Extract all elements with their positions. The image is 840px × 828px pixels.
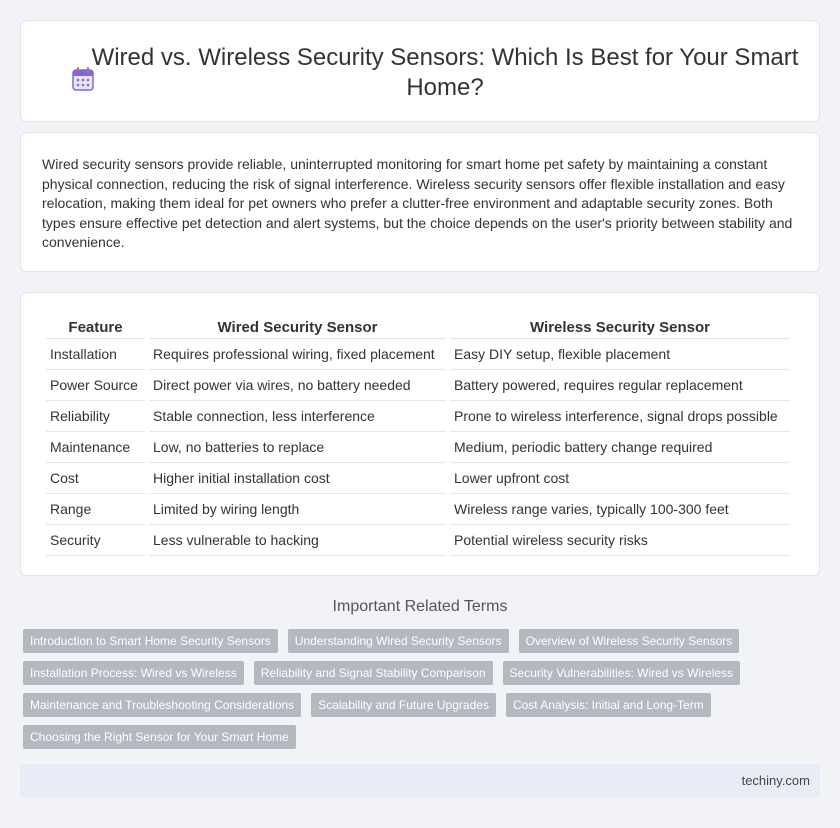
- related-term-tag[interactable]: Overview of Wireless Security Sensors: [519, 629, 740, 653]
- row-feature: Maintenance: [46, 432, 145, 463]
- table-row: [46, 370, 790, 401]
- related-term-tag[interactable]: Cost Analysis: Initial and Long-Term: [506, 693, 711, 717]
- row-wired: Low, no batteries to replace: [149, 432, 446, 463]
- table-row: [46, 339, 790, 370]
- related-term-tag[interactable]: Introduction to Smart Home Security Sensors: [23, 629, 278, 653]
- row-wired: Direct power via wires, no battery needed: [149, 370, 446, 401]
- header-feature: Feature: [46, 315, 145, 339]
- footer-site-link[interactable]: techiny.com: [741, 773, 810, 788]
- row-feature: Power Source: [46, 370, 145, 401]
- page-title: Wired vs. Wireless Security Sensors: Which Is Best for Your Smart Home?: [91, 44, 799, 101]
- header-wireless: Wireless Security Sensor: [450, 315, 790, 339]
- row-wireless: Battery powered, requires regular replacement: [450, 370, 790, 401]
- row-feature: Security: [46, 525, 145, 556]
- related-term-tag[interactable]: Security Vulnerabilities: Wired vs Wireless: [503, 661, 741, 685]
- related-terms-list: [23, 629, 803, 749]
- header-wired: Wired Security Sensor: [149, 315, 446, 339]
- row-wired: Requires professional wiring, fixed placement: [149, 339, 446, 370]
- comparison-card: [20, 292, 820, 576]
- table-row: [46, 401, 790, 432]
- row-feature: Reliability: [46, 401, 145, 432]
- title-card: [20, 20, 820, 122]
- row-feature: Cost: [46, 463, 145, 494]
- related-term-tag[interactable]: Understanding Wired Security Sensors: [288, 629, 509, 653]
- comparison-table: [42, 315, 794, 556]
- row-wireless: Easy DIY setup, flexible placement: [450, 339, 790, 370]
- intro-card: [20, 132, 820, 272]
- related-term-tag[interactable]: Scalability and Future Upgrades: [311, 693, 496, 717]
- table-row: [46, 432, 790, 463]
- related-term-tag[interactable]: Choosing the Right Sensor for Your Smart Home: [23, 725, 296, 749]
- related-term-tag[interactable]: Maintenance and Troubleshooting Considerations: [23, 693, 301, 717]
- row-feature: Range: [46, 494, 145, 525]
- table-row: [46, 494, 790, 525]
- row-wireless: Lower upfront cost: [450, 463, 790, 494]
- related-terms-title: Important Related Terms: [332, 598, 508, 615]
- row-wireless: Medium, periodic battery change required: [450, 432, 790, 463]
- row-wired: Limited by wiring length: [149, 494, 446, 525]
- row-wired: Higher initial installation cost: [149, 463, 446, 494]
- row-wireless: Prone to wireless interference, signal drops possible: [450, 401, 790, 432]
- footer: [20, 764, 820, 798]
- row-feature: Installation: [46, 339, 145, 370]
- row-wireless: Wireless range varies, typically 100-300 feet: [450, 494, 790, 525]
- row-wireless: Potential wireless security risks: [450, 525, 790, 556]
- row-wired: Stable connection, less interference: [149, 401, 446, 432]
- related-term-tag[interactable]: Installation Process: Wired vs Wireless: [23, 661, 244, 685]
- table-header-row: [46, 315, 790, 339]
- related-term-tag[interactable]: Reliability and Signal Stability Comparison: [254, 661, 493, 685]
- table-row: [46, 463, 790, 494]
- table-row: [46, 525, 790, 556]
- intro-text: Wired security sensors provide reliable, uninterrupted monitoring for smart home pet safety by maintaining a constant physical connection, reducing the risk of signal interference. Wireless security sensors offer flexible installation and easy relocation, making them ideal for pet owners who prefer a clutter-free environment and adaptable security zones. Both types ensure effective pet detection and alert systems, but the choice depends on the user's priority between stability and convenience.: [42, 156, 793, 251]
- row-wired: Less vulnerable to hacking: [149, 525, 446, 556]
